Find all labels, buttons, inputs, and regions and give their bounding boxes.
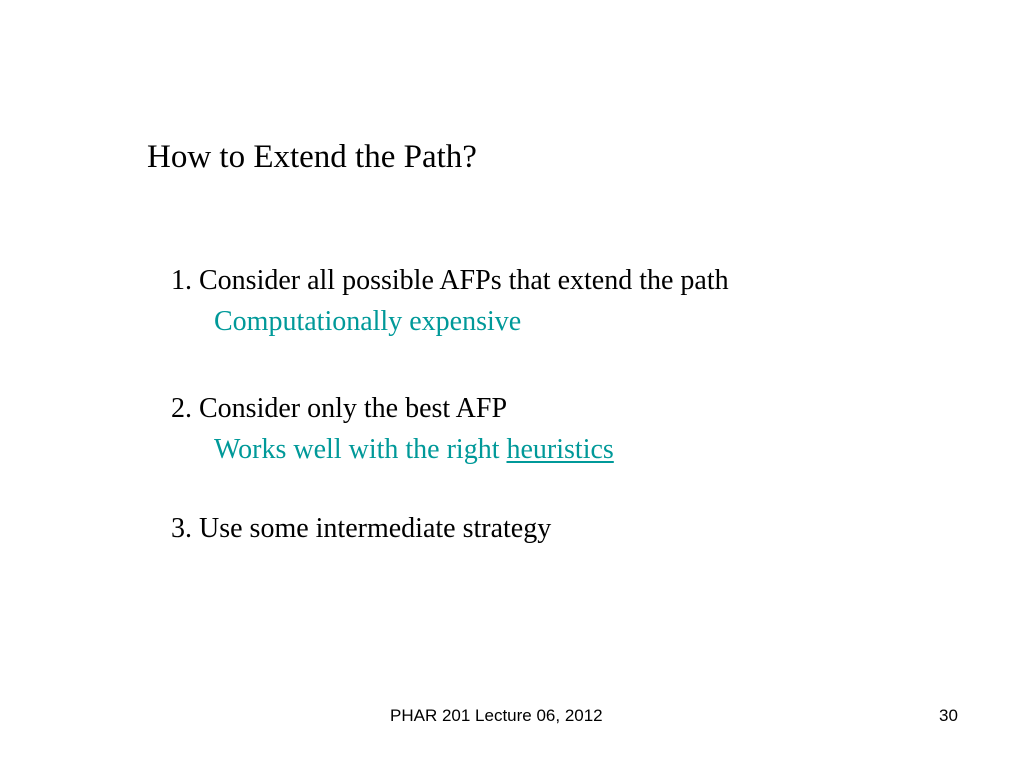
slide-title: How to Extend the Path? (147, 139, 477, 175)
list-item-1-note: Computationally expensive (214, 306, 522, 337)
page-number: 30 (939, 706, 958, 725)
list-item-3: 3. Use some intermediate strategy (171, 513, 552, 544)
list-item-2-note (214, 432, 614, 468)
list-item-1: 1. Consider all possible AFPs that extend the path (171, 265, 729, 296)
list-item-2: 2. Consider only the best AFP (171, 393, 508, 424)
list-item-2-note-prefix: Works well with the right (214, 434, 507, 465)
footer-text: PHAR 201 Lecture 06, 2012 (390, 706, 603, 725)
heuristics-link[interactable]: heuristics (506, 434, 614, 465)
